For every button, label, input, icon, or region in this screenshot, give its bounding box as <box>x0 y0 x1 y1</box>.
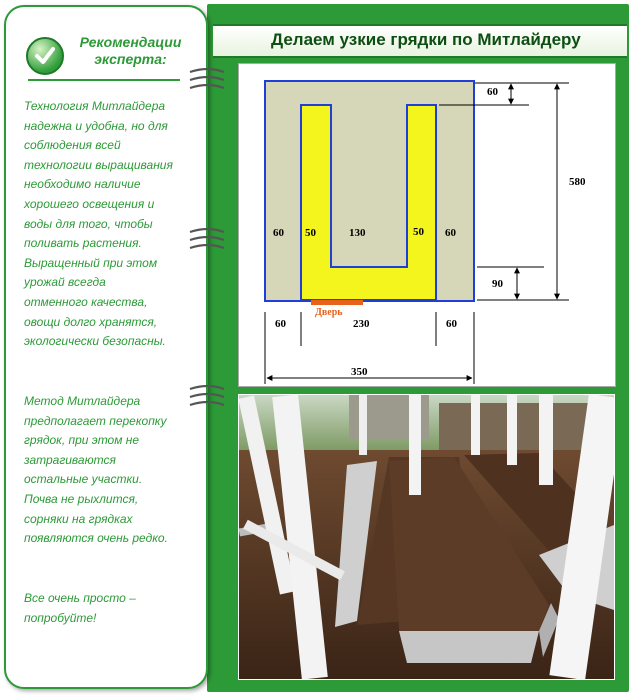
text-line: предполагает перекопку <box>24 413 167 428</box>
text-line: появляются очень редко. <box>24 531 168 546</box>
text-line: Метод Митлайдера <box>24 394 141 408</box>
text-line: отменного качества, <box>24 294 148 309</box>
text-line: Почва не рыхлится, <box>24 491 139 506</box>
text-line: урожай всегда <box>24 275 106 290</box>
greenhouse-photo <box>238 394 615 680</box>
sidebar-title <box>68 34 193 68</box>
text-line: экологически безопасны. <box>24 334 166 349</box>
page-title: Делаем узкие грядки по Митлайдеру <box>271 30 581 49</box>
dim-top: 60 <box>487 86 498 98</box>
dim-path: 130 <box>349 227 366 239</box>
paragraph-try <box>24 589 204 628</box>
text-line: грядок, при этом не <box>24 433 140 448</box>
text-line: остальные участки. <box>24 472 143 487</box>
dim-bottom-left: 60 <box>275 318 286 330</box>
checkmark-icon <box>26 37 64 75</box>
text-line: Выращенный при этом <box>24 255 158 270</box>
expert-sidebar <box>4 5 208 689</box>
sidebar-title-line: Рекомендации <box>79 34 182 50</box>
paragraph-method <box>24 392 204 549</box>
text-line: затрагиваются <box>24 452 116 467</box>
text-line: Технология Митлайдера <box>24 99 166 113</box>
bed-layout-diagram <box>238 63 616 387</box>
text-line: овощи долго хранятся, <box>24 314 158 329</box>
paragraph-technology <box>24 97 204 352</box>
text-line: Все очень просто – <box>24 591 136 605</box>
dim-right-side: 60 <box>445 227 456 239</box>
text-line: воды для того, чтобы <box>24 216 153 231</box>
text-line: поливать растения. <box>24 236 142 251</box>
text-line: необходимо наличие <box>24 177 141 192</box>
dim-left-side: 60 <box>273 227 284 239</box>
text-line: попробуйте! <box>24 610 97 625</box>
text-line: надежна и удобна, но для <box>24 118 168 133</box>
text-line: соблюдения всей <box>24 138 121 153</box>
text-line: хорошего освещения и <box>24 196 155 211</box>
text-line: сорняки на грядках <box>24 511 133 526</box>
dim-bottom-mid: 230 <box>353 318 370 330</box>
dim-bottom: 90 <box>492 278 503 290</box>
dim-width: 350 <box>351 366 368 378</box>
spiral-ring-icon <box>188 66 228 96</box>
dim-bed-left: 50 <box>305 227 316 239</box>
door-label: Дверь <box>315 307 343 318</box>
dim-bottom-right: 60 <box>446 318 457 330</box>
divider <box>28 79 180 81</box>
dim-bed-right: 50 <box>413 226 424 238</box>
header-band <box>213 24 627 58</box>
text-line: технологии выращивания <box>24 157 173 172</box>
spiral-ring-icon <box>188 383 228 413</box>
door-marker <box>311 300 363 305</box>
spiral-ring-icon <box>188 226 228 256</box>
sidebar-title-line: эксперта: <box>94 51 167 67</box>
dim-height: 580 <box>569 176 586 188</box>
